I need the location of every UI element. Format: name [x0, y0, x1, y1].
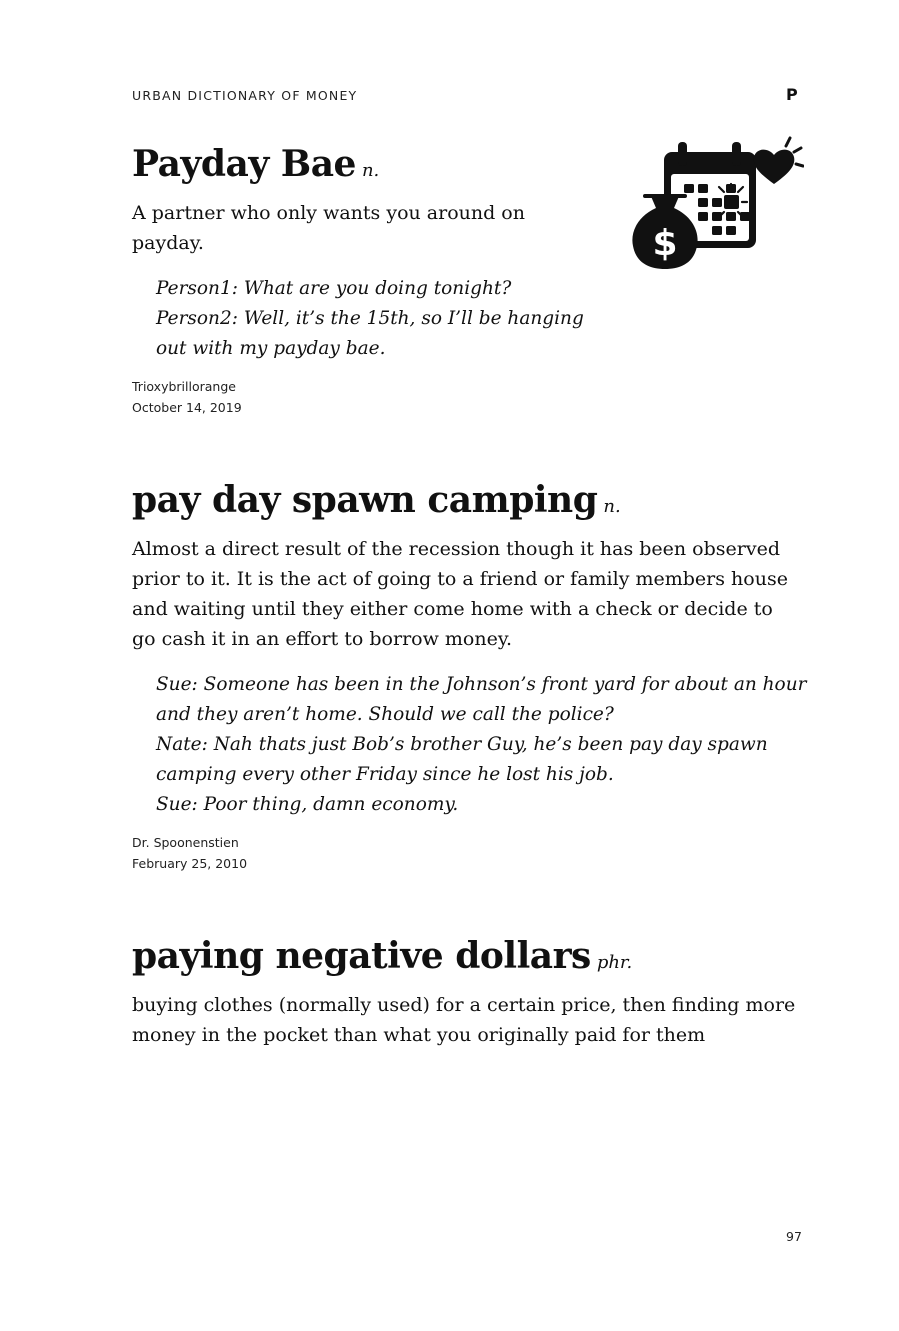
example-line: camping every other Friday since he lost his job.	[156, 764, 614, 785]
example-line: Person2: Well, it’s the 15th, so I’ll be hanging	[156, 308, 584, 329]
usage-example	[156, 670, 812, 820]
definition-line: Almost a direct result of the recession though it has been observed	[132, 538, 781, 560]
example-line: Sue: Poor thing, damn economy.	[156, 794, 459, 815]
part-of-speech: phr.	[596, 952, 633, 973]
attribution	[132, 832, 812, 874]
definition	[132, 534, 812, 654]
headword-line	[132, 143, 602, 185]
entry-pay-day-spawn-camping	[132, 479, 812, 874]
example-line: and they aren’t home. Should we call the police?	[156, 704, 614, 725]
author-name: Trioxybrillorange	[132, 379, 236, 394]
heart-icon	[754, 138, 803, 184]
headword-line	[132, 479, 812, 521]
page-number: 97	[786, 1229, 802, 1244]
definition-line: buying clothes (normally used) for a certain price, then finding more	[132, 994, 796, 1016]
usage-example	[156, 274, 602, 364]
author-name: Dr. Spoonenstien	[132, 835, 239, 850]
definition-line: money in the pocket than what you originally paid for them	[132, 1024, 706, 1046]
definition-line: and waiting until they either come home with a check or decide to	[132, 598, 773, 620]
definition	[132, 990, 812, 1050]
definition	[132, 198, 602, 258]
definition-line: A partner who only wants you around on	[132, 202, 525, 224]
running-title: URBAN DICTIONARY OF MONEY	[132, 88, 358, 103]
entry-date: October 14, 2019	[132, 400, 242, 415]
definition-line: payday.	[132, 232, 204, 254]
headword: Payday Bae	[132, 143, 356, 185]
section-letter: P	[786, 85, 798, 104]
attribution	[132, 376, 602, 418]
money-bag-calendar-heart-icon	[628, 136, 804, 274]
headword: pay day spawn camping	[132, 479, 598, 521]
entry-payday-bae	[132, 143, 602, 418]
example-line: Person1: What are you doing tonight?	[156, 278, 512, 299]
part-of-speech: n.	[603, 496, 621, 517]
headword-line	[132, 935, 812, 977]
example-line: out with my payday bae.	[156, 338, 386, 359]
svg-text:$: $	[652, 223, 678, 264]
entry-paying-negative-dollars	[132, 935, 812, 1050]
definition-line: prior to it. It is the act of going to a friend or family members house	[132, 568, 788, 590]
definition-line: go cash it in an effort to borrow money.	[132, 628, 513, 650]
example-line: Sue: Someone has been in the Johnson’s front yard for about an hour	[156, 674, 807, 695]
part-of-speech: n.	[361, 160, 380, 181]
headword: paying negative dollars	[132, 935, 591, 977]
entry-date: February 25, 2010	[132, 856, 248, 871]
example-line: Nate: Nah thats just Bob’s brother Guy, he’s been pay day spawn	[156, 734, 768, 755]
